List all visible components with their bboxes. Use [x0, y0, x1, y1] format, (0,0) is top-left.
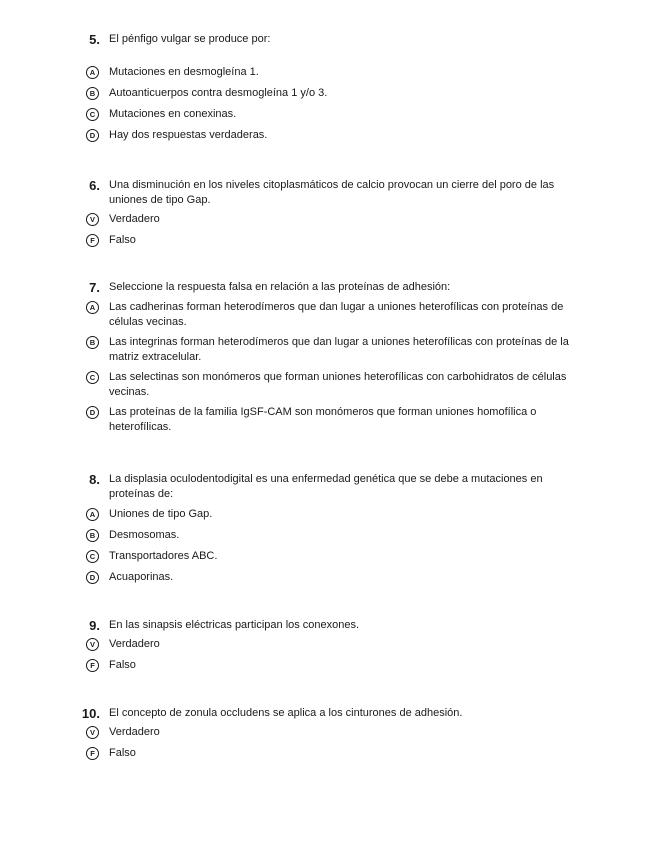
- option-letter-bubble[interactable]: B: [86, 87, 99, 100]
- option-a[interactable]: [80, 66, 590, 80]
- option-letter-bubble[interactable]: D: [86, 129, 99, 142]
- option-letter-bubble[interactable]: F: [86, 659, 99, 672]
- option-letter-bubble[interactable]: V: [86, 638, 99, 651]
- option-letter-bubble[interactable]: D: [86, 406, 99, 419]
- option-text: Las cadherinas forman heterodímeros que dan lugar a uniones heterofílicas con proteínas de células vecinas.: [109, 301, 564, 328]
- option-b[interactable]: [80, 529, 590, 543]
- option-letter-bubble[interactable]: A: [86, 301, 99, 314]
- question-header: [80, 280, 590, 295]
- option-letter-bubble[interactable]: C: [86, 550, 99, 563]
- question-5: [80, 32, 590, 143]
- question-number: 10.: [81, 706, 100, 721]
- option-letter-bubble[interactable]: A: [86, 66, 99, 79]
- option-letter-bubble[interactable]: B: [86, 336, 99, 349]
- question-9: [80, 618, 590, 673]
- option-text: Acuaporinas.: [109, 571, 174, 583]
- option-a[interactable]: [80, 301, 590, 330]
- option-text: Las integrinas forman heterodímeros que dan lugar a uniones heterofílicas con proteínas de la matriz extracelular.: [109, 336, 569, 363]
- option-text: Falso: [109, 234, 136, 246]
- option-letter-bubble[interactable]: F: [86, 747, 99, 760]
- option-text: Las selectinas son monómeros que forman uniones heterofílicas con carbohidratos de células vecinas.: [109, 371, 567, 398]
- question-header: [80, 32, 590, 47]
- option-true[interactable]: [80, 726, 590, 740]
- option-text: Desmosomas.: [109, 529, 180, 541]
- option-text: Uniones de tipo Gap.: [109, 508, 213, 520]
- option-text: Las proteínas de la familia IgSF-CAM son monómeros que forman uniones homofílica o heterofílicas.: [109, 406, 537, 433]
- question-text: Seleccione la respuesta falsa en relación a las proteínas de adhesión:: [109, 281, 451, 293]
- option-false[interactable]: [80, 234, 590, 248]
- question-header: [80, 618, 590, 633]
- option-letter-bubble[interactable]: V: [86, 213, 99, 226]
- question-header: [80, 706, 590, 721]
- question-7: [80, 280, 590, 435]
- option-letter-bubble[interactable]: A: [86, 508, 99, 521]
- option-d[interactable]: [80, 129, 590, 143]
- option-c[interactable]: [80, 108, 590, 122]
- question-text: Una disminución en los niveles citoplasmáticos de calcio provocan un cierre del poro de las uniones de tipo Gap.: [109, 179, 555, 206]
- question-8: [80, 472, 590, 585]
- option-text: Mutaciones en desmogleína 1.: [109, 66, 259, 78]
- question-6: [80, 178, 590, 248]
- option-d[interactable]: [80, 406, 590, 435]
- option-text: Mutaciones en conexinas.: [109, 108, 237, 120]
- option-c[interactable]: [80, 550, 590, 564]
- option-text: Falso: [109, 659, 136, 671]
- option-text: Transportadores ABC.: [109, 550, 218, 562]
- option-text: Autoanticuerpos contra desmogleína 1 y/o 3.: [109, 87, 328, 99]
- question-number: 8.: [89, 472, 100, 487]
- question-text: En las sinapsis eléctricas participan los conexones.: [109, 619, 360, 631]
- question-10: [80, 706, 590, 761]
- option-letter-bubble[interactable]: C: [86, 108, 99, 121]
- question-header: [80, 472, 590, 502]
- question-header: [80, 178, 590, 208]
- option-text: Verdadero: [109, 638, 160, 650]
- option-false[interactable]: [80, 747, 590, 761]
- question-text: El concepto de zonula occludens se aplica a los cinturones de adhesión.: [109, 707, 463, 719]
- option-text: Falso: [109, 747, 136, 759]
- option-b[interactable]: [80, 87, 590, 101]
- option-letter-bubble[interactable]: B: [86, 529, 99, 542]
- question-text: La displasia oculodentodigital es una enfermedad genética que se debe a mutaciones en proteínas de:: [109, 473, 543, 500]
- option-d[interactable]: [80, 571, 590, 585]
- question-number: 6.: [89, 178, 100, 193]
- option-letter-bubble[interactable]: D: [86, 571, 99, 584]
- option-true[interactable]: [80, 638, 590, 652]
- option-false[interactable]: [80, 659, 590, 673]
- option-a[interactable]: [80, 508, 590, 522]
- option-b[interactable]: [80, 336, 590, 365]
- option-letter-bubble[interactable]: V: [86, 726, 99, 739]
- question-number: 5.: [89, 32, 100, 47]
- option-true[interactable]: [80, 213, 590, 227]
- question-number: 7.: [89, 280, 100, 295]
- question-text: El pénfigo vulgar se produce por:: [109, 33, 271, 45]
- option-c[interactable]: [80, 371, 590, 400]
- option-text: Hay dos respuestas verdaderas.: [109, 129, 268, 141]
- option-letter-bubble[interactable]: C: [86, 371, 99, 384]
- option-letter-bubble[interactable]: F: [86, 234, 99, 247]
- option-text: Verdadero: [109, 726, 160, 738]
- option-text: Verdadero: [109, 213, 160, 225]
- question-number: 9.: [89, 618, 100, 633]
